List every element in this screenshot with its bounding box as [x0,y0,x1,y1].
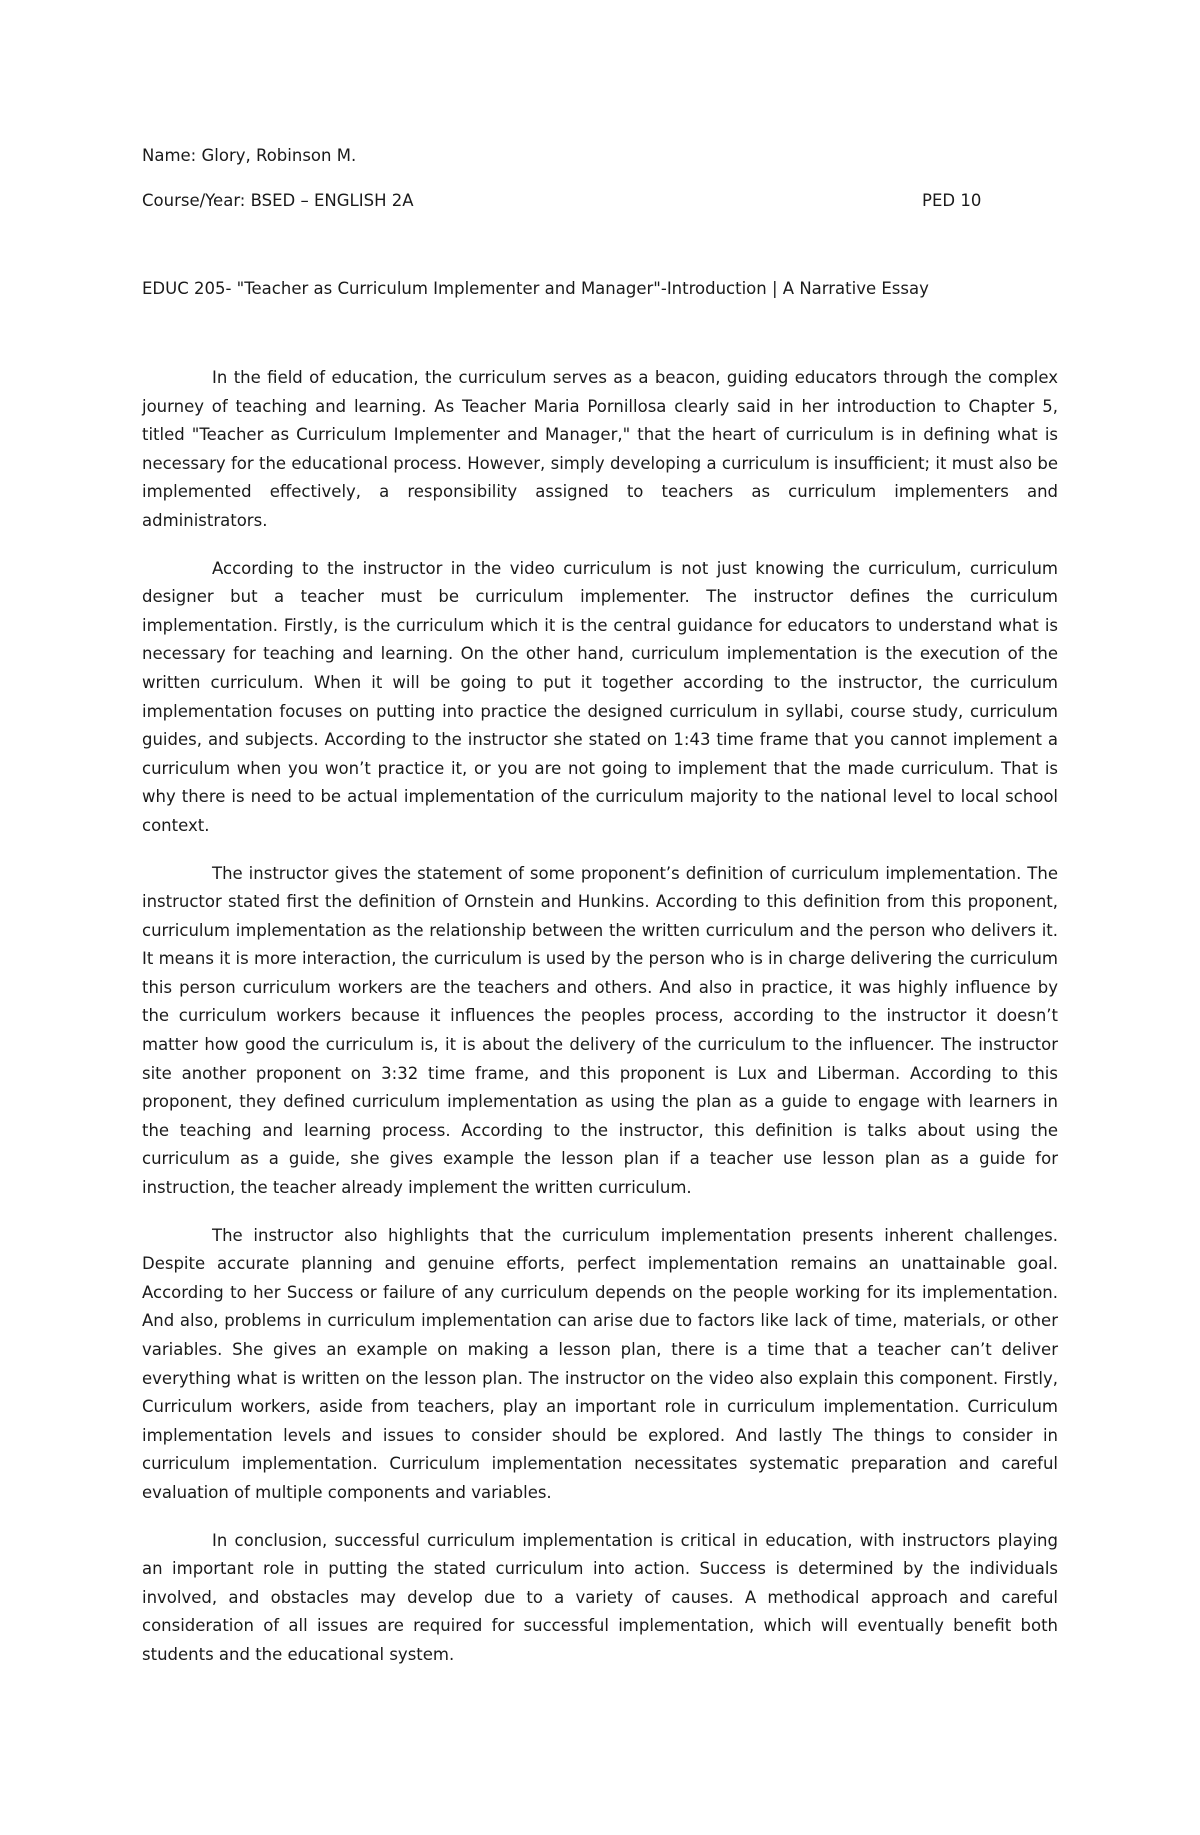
paragraph-challenges: The instructor also highlights that the curriculum implementation presents inherent challenges. Despite accurate planning and genuine efforts, perfect implementation remains an unattainable goal. According to her Success or failure of any curriculum depends on the people working for its implementation. And also, problems in curriculum implementation can arise due to factors like lack of time, materials, or other variables. She gives an example on making a lesson plan, there is a time that a teacher can’t deliver everything what is written on the lesson plan. The instructor on the video also explain this component. Firstly, Curriculum workers, aside from teachers, play an important role in curriculum implementation. Curriculum implementation levels and issues to consider should be explored. And lastly The things to consider in curriculum implementation. Curriculum implementation necessitates systematic preparation and careful evaluation of multiple components and variables. [142,1225,1058,1502]
paragraph-definition: According to the instructor in the video curriculum is not just knowing the curriculum, curriculum designer but a teacher must be curriculum implementer. The instructor defines the curriculum implementation. Firstly, is the curriculum which it is the central guidance for educators to understand what is necessary for teaching and learning. On the other hand, curriculum implementation is the execution of the written curriculum. When it will be going to put it together according to the instructor, the curriculum implementation focuses on putting into practice the designed curriculum in syllabi, course study, curriculum guides, and subjects. According to the instructor she stated on 1:43 time frame that you cannot implement a curriculum when you won’t practice it, or you are not going to implement that the made curriculum. That is why there is need to be actual implementation of the curriculum majority to the national level to local school context. [142,558,1058,835]
paragraph-conclusion: In conclusion, successful curriculum implementation is critical in education, with instructors playing an important role in putting the stated curriculum into action. Success is determined by the individuals involved, and obstacles may develop due to a variety of causes. A methodical approach and careful consideration of all issues are required for successful implementation, which will eventually benefit both students and the educational system. [142,1530,1058,1664]
essay-title: EDUC 205- "Teacher as Curriculum Implementer and Manager"-Introduction | A Narrative Essay [142,279,929,298]
paragraph-introduction: In the field of education, the curriculum serves as a beacon, guiding educators through the complex journey of teaching and learning. As Teacher Maria Pornillosa clearly said in her introduction to Chapter 5, titled "Teacher as Curriculum Implementer and Manager," that the heart of curriculum is in defining what is necessary for the educational process. However, simply developing a curriculum is insufficient; it must also be implemented effectively, a responsibility assigned to teachers as curriculum implementers and administrators. [142,368,1058,530]
paragraph-proponents: The instructor gives the statement of some proponent’s definition of curriculum implementation. The instructor stated first the definition of Ornstein and Hunkins. According to this definition from this proponent, curriculum implementation as the relationship between the written curriculum and the person who delivers it. It means it is more interaction, the curriculum is used by the person who is in charge delivering the curriculum this person curriculum workers are the teachers and others. And also in practice, it was highly influence by the curriculum workers because it influences the peoples process, according to the instructor it doesn’t matter how good the curriculum is, it is about the delivery of the curriculum to the influencer. The instructor site another proponent on 3:32 time frame, and this proponent is Lux and Liberman. According to this proponent, they defined curriculum implementation as using the plan as a guide to engage with learners in the teaching and learning process. According to the instructor, this definition is talks about using the curriculum as a guide, she gives example the lesson plan if a teacher use lesson plan as a guide for instruction, the teacher already implement the written curriculum. [142,863,1058,1198]
student-name: Name: Glory, Robinson M. [142,146,357,165]
essay-body [142,364,1058,1689]
course-year: Course/Year: BSED – ENGLISH 2A [142,191,414,210]
subject-code: PED 10 [922,191,982,210]
